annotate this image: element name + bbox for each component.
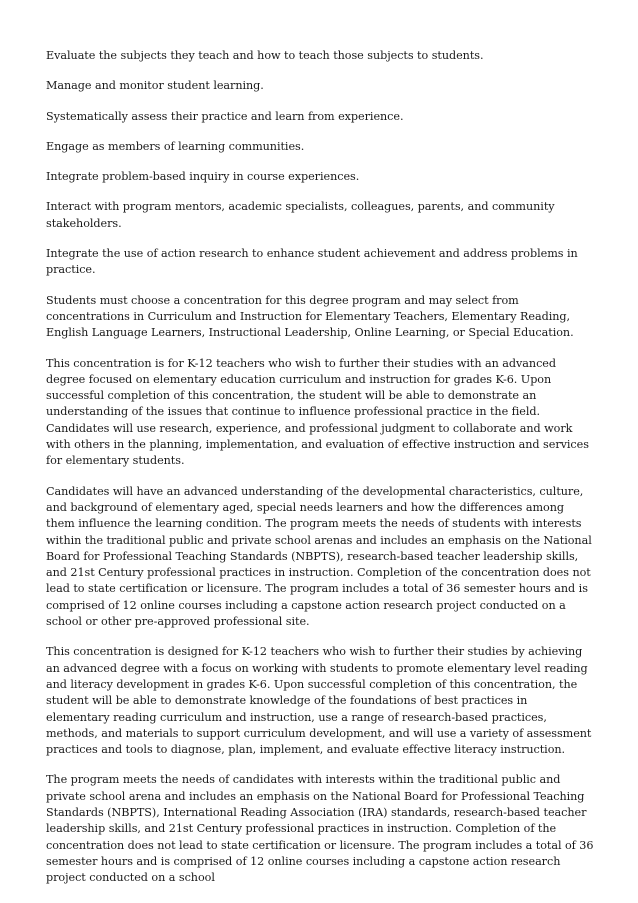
document-page: [46, 48, 594, 900]
paragraph-assess-practice: Systematically assess their practice and learn from experience.: [46, 109, 404, 123]
paragraph-candidates-understanding: Candidates will have an advanced understanding of the developmental characteristics, culture, and background of elementary aged, special needs learners and how the differences among them influence the learning condition. The program meets the needs of students with interests within the traditional public and private school arenas and includes an emphasis on the National Board for Professional Teaching Standards (NBPTS), research-based teacher leadership skills, and 21st Century professional practices in instruction. Completion of the concentration does not lead to state certification or licensure. The program includes a total of 36 semester hours and is comprised of 12 online courses including a capstone action research project conducted on a school or other pre-approved professional site.: [46, 484, 592, 629]
paragraph-curriculum-concentration: This concentration is for K-12 teachers who wish to further their studies with an advanced degree focused on elementary education curriculum and instruction for grades K-6. Upon successful completion of this concentration, the student will be able to demonstrate an understanding of the issues that continue to influence professional practice in the field. Candidates will use research, experience, and professional judgment to collaborate and work with others in the planning, implementation, and evaluation of effective instruction and services for elementary students.: [46, 356, 589, 468]
paragraph-manage-learning: Manage and monitor student learning.: [46, 79, 264, 93]
paragraph-evaluate-subjects: Evaluate the subjects they teach and how to teach those subjects to students.: [46, 49, 484, 62]
paragraph-program-needs: The program meets the needs of candidates with interests within the traditional public and private school arena and includes an emphasis on the National Board for Professional Teaching Standards (NBPTS), International Reading Association (IRA) standards, research-based teacher leadership skills, and 21st Century professional practices in instruction. Completion of the concentration does not lead to state certification or licensure. The program includes a total of 36 semester hours and is comprised of 12 online courses including a capstone action research project conducted on a school: [46, 773, 594, 885]
paragraph-action-research: Integrate the use of action research to enhance student achievement and address problems in practice.: [46, 247, 578, 277]
paragraph-program-mentors: Interact with program mentors, academic specialists, colleagues, parents, and community stakeholders.: [46, 200, 555, 230]
paragraph-reading-concentration: This concentration is designed for K-12 teachers who wish to further their studies by achieving an advanced degree with a focus on working with students to promote elementary level reading and literacy development in grades K-6. Upon successful completion of this concentration, the student will be able to demonstrate knowledge of the foundations of best practices in elementary reading curriculum and instruction, use a range of research-based practices, methods, and materials to support curriculum development, and will use a variety of assessment practices and tools to diagnose, plan, implement, and evaluate effective literacy instruction.: [46, 645, 592, 757]
paragraph-choose-concentration: Students must choose a concentration for this degree program and may select from concentrations in Curriculum and Instruction for Elementary Teachers, Elementary Reading, English Language Learners, Instructional Leadership, Online Learning, or Special Education.: [46, 293, 574, 340]
paragraph-problem-based-inquiry: Integrate problem-based inquiry in course experiences.: [46, 170, 360, 184]
paragraph-learning-communities: Engage as members of learning communities.: [46, 139, 305, 153]
